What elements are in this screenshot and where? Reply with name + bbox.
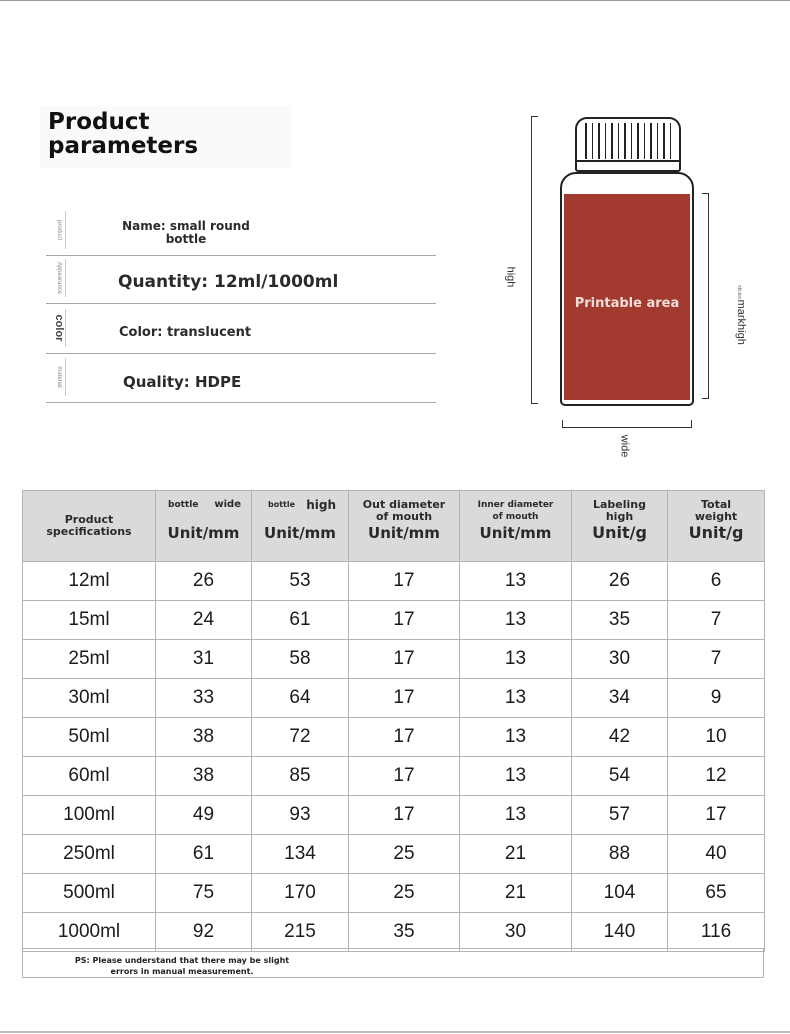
table-cell: 26	[572, 562, 668, 601]
high-dimension-cap-top	[531, 116, 538, 117]
wide-dimension-line	[562, 427, 692, 428]
param-name-value: Name: small round bottle	[122, 219, 250, 246]
table-cell: 13	[460, 757, 572, 796]
table-row	[23, 796, 765, 835]
table-cell: 31	[156, 640, 252, 679]
table-row	[23, 913, 765, 952]
printable-area	[564, 194, 690, 400]
param-row-color	[46, 304, 436, 354]
table-row	[23, 601, 765, 640]
table-cell: 92	[156, 913, 252, 952]
table-cell: 64	[252, 679, 349, 718]
table-cell: 17	[349, 718, 460, 757]
param-row-name	[46, 206, 436, 256]
table-row	[23, 562, 765, 601]
table-cell: 34	[572, 679, 668, 718]
param-row-quantity	[46, 254, 436, 304]
table-cell: 170	[252, 874, 349, 913]
table-cell: 134	[252, 835, 349, 874]
table-cell: 17	[349, 562, 460, 601]
table-cell: 116	[668, 913, 765, 952]
table-row	[23, 718, 765, 757]
table-cell: 13	[460, 562, 572, 601]
table-row	[23, 679, 765, 718]
table-cell: 35	[572, 601, 668, 640]
table-cell: 24	[156, 601, 252, 640]
specs-table-body	[23, 562, 765, 952]
header-bottle-high: bottle high Unit/mm	[252, 491, 349, 562]
table-row	[23, 874, 765, 913]
table-cell: 7	[668, 601, 765, 640]
table-cell: 17	[349, 796, 460, 835]
table-cell: 42	[572, 718, 668, 757]
table-cell: 93	[252, 796, 349, 835]
table-cell: 38	[156, 718, 252, 757]
header-labeling-high: Labeling high Unit/g	[572, 491, 668, 562]
printable-area-label: Printable area	[574, 296, 680, 311]
table-cell: 35	[349, 913, 460, 952]
specs-table	[22, 490, 765, 952]
table-cell: 61	[156, 835, 252, 874]
high-label: high	[504, 266, 517, 288]
table-cell: 7	[668, 640, 765, 679]
table-row	[23, 640, 765, 679]
table-cell: 58	[252, 640, 349, 679]
param-tag-appearance: Appearance	[52, 259, 66, 297]
table-cell: 33	[156, 679, 252, 718]
table-cell: 57	[572, 796, 668, 835]
param-color-value: Color: translucent	[119, 325, 252, 340]
table-cell: 12ml	[23, 562, 156, 601]
table-cell: 17	[349, 679, 460, 718]
top-divider	[0, 0, 790, 1]
table-cell: 13	[460, 601, 572, 640]
table-cell: 6	[668, 562, 765, 601]
param-quantity-value: Quantity: 12ml/1000ml	[118, 272, 339, 292]
cap-ribs	[585, 123, 671, 159]
table-cell: 53	[252, 562, 349, 601]
table-cell: 49	[156, 796, 252, 835]
bottle-body	[560, 172, 694, 406]
table-cell: 85	[252, 757, 349, 796]
bottle-cap	[575, 117, 681, 172]
table-cell: 13	[460, 718, 572, 757]
mark-high-cap-top	[702, 193, 709, 194]
table-cell: 1000ml	[23, 913, 156, 952]
table-row	[23, 757, 765, 796]
table-cell: 17	[349, 601, 460, 640]
table-cell: 500ml	[23, 874, 156, 913]
param-tag-product: product	[52, 211, 66, 249]
table-cell: 88	[572, 835, 668, 874]
table-cell: 9	[668, 679, 765, 718]
header-total-weight: Total weight Unit/g	[668, 491, 765, 562]
table-cell: 17	[349, 757, 460, 796]
table-cell: 38	[156, 757, 252, 796]
page-title-line1: Product	[48, 109, 150, 135]
param-quality-value: Quality: HDPE	[123, 373, 242, 391]
table-cell: 13	[460, 640, 572, 679]
table-cell: 61	[252, 601, 349, 640]
wide-dimension-cap-right	[691, 420, 692, 428]
wide-dimension-cap-left	[562, 420, 563, 428]
table-cell: 13	[460, 679, 572, 718]
table-cell: 13	[460, 796, 572, 835]
table-cell: 50ml	[23, 718, 156, 757]
table-cell: 25	[349, 874, 460, 913]
page-title-line2: parameters	[48, 133, 199, 159]
header-inner-diameter: Inner diameter of mouth Unit/mm	[460, 491, 572, 562]
table-cell: 25ml	[23, 640, 156, 679]
table-cell: 65	[668, 874, 765, 913]
measurement-note-box	[22, 948, 764, 978]
table-header-row	[23, 491, 765, 562]
wide-label: wide	[618, 434, 631, 458]
table-cell: 17	[349, 640, 460, 679]
measurement-note: PS: Please understand that there may be slight errors in manual measurement.	[74, 956, 290, 976]
page-title	[48, 110, 198, 158]
table-cell: 17	[668, 796, 765, 835]
high-dimension-line	[531, 116, 532, 404]
cap-band	[577, 160, 679, 162]
table-cell: 30	[460, 913, 572, 952]
table-cell: 30ml	[23, 679, 156, 718]
table-cell: 215	[252, 913, 349, 952]
table-row	[23, 835, 765, 874]
table-cell: 21	[460, 874, 572, 913]
table-cell: 26	[156, 562, 252, 601]
table-cell: 10	[668, 718, 765, 757]
bottom-divider	[0, 1031, 790, 1033]
mark-high-cap-bottom	[702, 398, 709, 399]
param-row-quality	[46, 353, 436, 403]
table-cell: 40	[668, 835, 765, 874]
table-cell: 30	[572, 640, 668, 679]
table-cell: 21	[460, 835, 572, 874]
header-out-diameter: Out diameter of mouth Unit/mm	[349, 491, 460, 562]
table-cell: 72	[252, 718, 349, 757]
header-bottle-wide: bottle wide Unit/mm	[156, 491, 252, 562]
table-cell: 140	[572, 913, 668, 952]
table-cell: 12	[668, 757, 765, 796]
header-product-specifications: Product specifications	[23, 491, 156, 562]
table-cell: 15ml	[23, 601, 156, 640]
mark-high-dimension-line	[708, 193, 709, 399]
table-cell: 250ml	[23, 835, 156, 874]
param-tag-color: color	[52, 309, 66, 347]
mark-high-label: stickermarkhigh	[734, 285, 747, 345]
param-tag-material: material	[52, 358, 66, 396]
table-cell: 54	[572, 757, 668, 796]
high-dimension-cap-bottom	[531, 403, 538, 404]
table-cell: 104	[572, 874, 668, 913]
table-cell: 100ml	[23, 796, 156, 835]
table-cell: 60ml	[23, 757, 156, 796]
table-cell: 25	[349, 835, 460, 874]
table-cell: 75	[156, 874, 252, 913]
